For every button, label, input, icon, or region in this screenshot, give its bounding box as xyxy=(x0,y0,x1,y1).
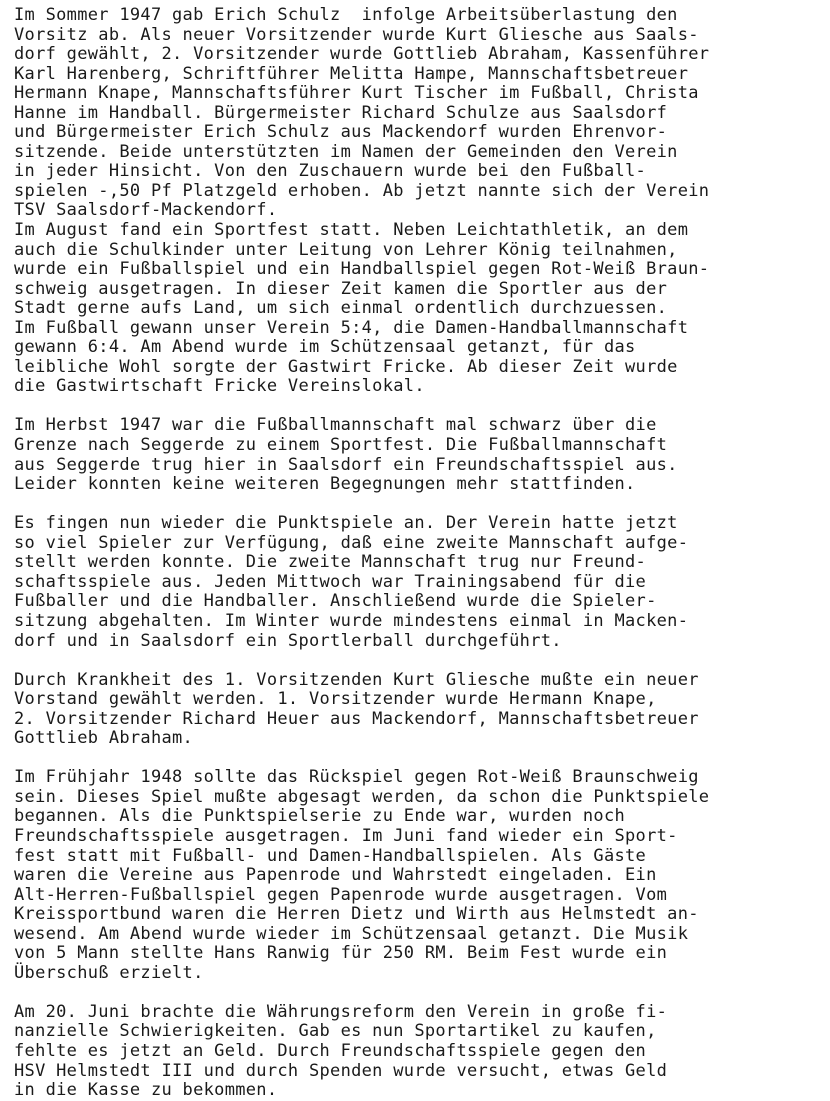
text-line: Karl Harenberg, Schriftführer Melitta Hampe, Mannschaftsbetreuer xyxy=(14,63,689,84)
paragraph-sommer-1947 xyxy=(14,6,826,397)
paragraph-vorstand xyxy=(14,671,826,749)
text-line: Alt-Herren-Fußballspiel gegen Papenrode wurde ausgetragen. Vom xyxy=(14,884,668,905)
paragraph-punktspiele xyxy=(14,514,826,651)
text-line: Grenze nach Seggerde zu einem Sportfest. Die Fußballmannschaft xyxy=(14,435,668,456)
text-line: gewann 6:4. Am Abend wurde im Schützensaal getanzt, für das xyxy=(14,337,636,358)
text-line: Leider konnten keine weiteren Begegnungen mehr stattfinden. xyxy=(14,474,636,495)
text-line: leibliche Wohl sorgte der Gastwirt Fricke. Ab dieser Zeit wurde xyxy=(14,356,678,377)
text-line: Hanne im Handball. Bürgermeister Richard Schulze aus Saalsdorf xyxy=(14,102,668,123)
paragraph-herbst-1947 xyxy=(14,416,826,494)
text-line: Es fingen nun wieder die Punktspiele an. Der Verein hatte jetzt xyxy=(14,513,678,534)
text-line: Vorstand gewählt werden. 1. Vorsitzender wurde Hermann Knape, xyxy=(14,689,657,710)
text-line: so viel Spieler zur Verfügung, daß eine zweite Mannschaft aufge- xyxy=(14,532,689,553)
text-line: dorf und in Saalsdorf ein Sportlerball durchgeführt. xyxy=(14,630,562,651)
text-line: fest statt mit Fußball- und Damen-Handballspielen. Als Gäste xyxy=(14,845,647,866)
text-line: wurde ein Fußballspiel und ein Handballspiel gegen Rot-Weiß Braun- xyxy=(14,259,710,280)
text-line: in jeder Hinsicht. Von den Zuschauern wurde bei den Fußball- xyxy=(14,161,647,182)
text-line: aus Seggerde trug hier in Saalsdorf ein Freundschaftsspiel aus. xyxy=(14,454,678,475)
paragraph-gap xyxy=(14,983,826,1003)
text-line: sein. Dieses Spiel mußte abgesagt werden, da schon die Punktspiele xyxy=(14,786,710,807)
text-line: in die Kasse zu bekommen. xyxy=(14,1080,278,1101)
text-line: nanzielle Schwierigkeiten. Gab es nun Sportartikel zu kaufen, xyxy=(14,1021,657,1042)
text-line: Gottlieb Abraham. xyxy=(14,728,194,749)
text-line: Überschuß erzielt. xyxy=(14,962,204,983)
text-line: schweig ausgetragen. In dieser Zeit kamen die Sportler aus der xyxy=(14,278,668,299)
text-line: 2. Vorsitzender Richard Heuer aus Mackendorf, Mannschaftsbetreuer xyxy=(14,708,699,729)
text-line: sitzende. Beide unterstützten im Namen der Gemeinden den Verein xyxy=(14,141,678,162)
text-line: die Gastwirtschaft Fricke Vereinslokal. xyxy=(14,376,425,397)
typewritten-page xyxy=(14,6,826,1101)
text-line: stellt werden konnte. Die zweite Mannschaft trug nur Freund- xyxy=(14,552,647,573)
text-line: auch die Schulkinder unter Leitung von Lehrer König teilnahmen, xyxy=(14,239,678,260)
paragraph-fruehjahr-1948 xyxy=(14,768,826,983)
text-line: Kreissportbund waren die Herren Dietz und Wirth aus Helmstedt an- xyxy=(14,904,699,925)
text-line: begannen. Als die Punktspielserie zu Ende war, wurden noch xyxy=(14,806,626,827)
text-line: dorf gewählt, 2. Vorsitzender wurde Gottlieb Abraham, Kassenführer xyxy=(14,44,710,65)
text-line: Im Herbst 1947 war die Fußballmannschaft mal schwarz über die xyxy=(14,415,657,436)
paragraph-gap xyxy=(14,495,826,515)
text-line: Im Fußball gewann unser Verein 5:4, die Damen-Handballmannschaft xyxy=(14,317,689,338)
text-line: und Bürgermeister Erich Schulz aus Mackendorf wurden Ehrenvor- xyxy=(14,122,668,143)
paragraph-gap xyxy=(14,651,826,671)
text-line: schaftsspiele aus. Jeden Mittwoch war Trainingsabend für die xyxy=(14,571,647,592)
text-line: spielen -,50 Pf Platzgeld erhoben. Ab jetzt nannte sich der Verein xyxy=(14,180,710,201)
text-line: Im Sommer 1947 gab Erich Schulz infolge Arbeitsüberlastung den xyxy=(14,5,678,25)
paragraph-gap xyxy=(14,397,826,417)
text-line: Durch Krankheit des 1. Vorsitzenden Kurt Gliesche mußte ein neuer xyxy=(14,669,699,690)
text-line: wesend. Am Abend wurde wieder im Schützensaal getanzt. Die Musik xyxy=(14,923,689,944)
paragraph-gap xyxy=(14,749,826,769)
text-line: von 5 Mann stellte Hans Ranwig für 250 RM. Beim Fest wurde ein xyxy=(14,943,668,964)
paragraph-waehrungsreform xyxy=(14,1003,826,1101)
text-line: Freundschaftsspiele ausgetragen. Im Juni fand wieder ein Sport- xyxy=(14,825,678,846)
text-line: Am 20. Juni brachte die Währungsreform den Verein in große fi- xyxy=(14,1001,668,1022)
text-line: TSV Saalsdorf-Mackendorf. xyxy=(14,200,278,221)
text-line: Fußballer und die Handballer. Anschließend wurde die Spieler- xyxy=(14,591,657,612)
text-line: Im Frühjahr 1948 sollte das Rückspiel gegen Rot-Weiß Braunschweig xyxy=(14,767,699,788)
text-line: HSV Helmstedt III und durch Spenden wurde versucht, etwas Geld xyxy=(14,1060,668,1081)
text-line: fehlte es jetzt an Geld. Durch Freundschaftsspiele gegen den xyxy=(14,1040,647,1061)
text-line: waren die Vereine aus Papenrode und Wahrstedt eingeladen. Ein xyxy=(14,865,657,886)
text-line: Vorsitz ab. Als neuer Vorsitzender wurde Kurt Gliesche aus Saals- xyxy=(14,24,699,45)
text-line: Im August fand ein Sportfest statt. Neben Leichtathletik, an dem xyxy=(14,220,689,241)
text-line: Hermann Knape, Mannschaftsführer Kurt Tischer im Fußball, Christa xyxy=(14,83,699,104)
text-line: sitzung abgehalten. Im Winter wurde mindestens einmal in Macken- xyxy=(14,610,689,631)
text-line: Stadt gerne aufs Land, um sich einmal ordentlich durchzuessen. xyxy=(14,298,668,319)
